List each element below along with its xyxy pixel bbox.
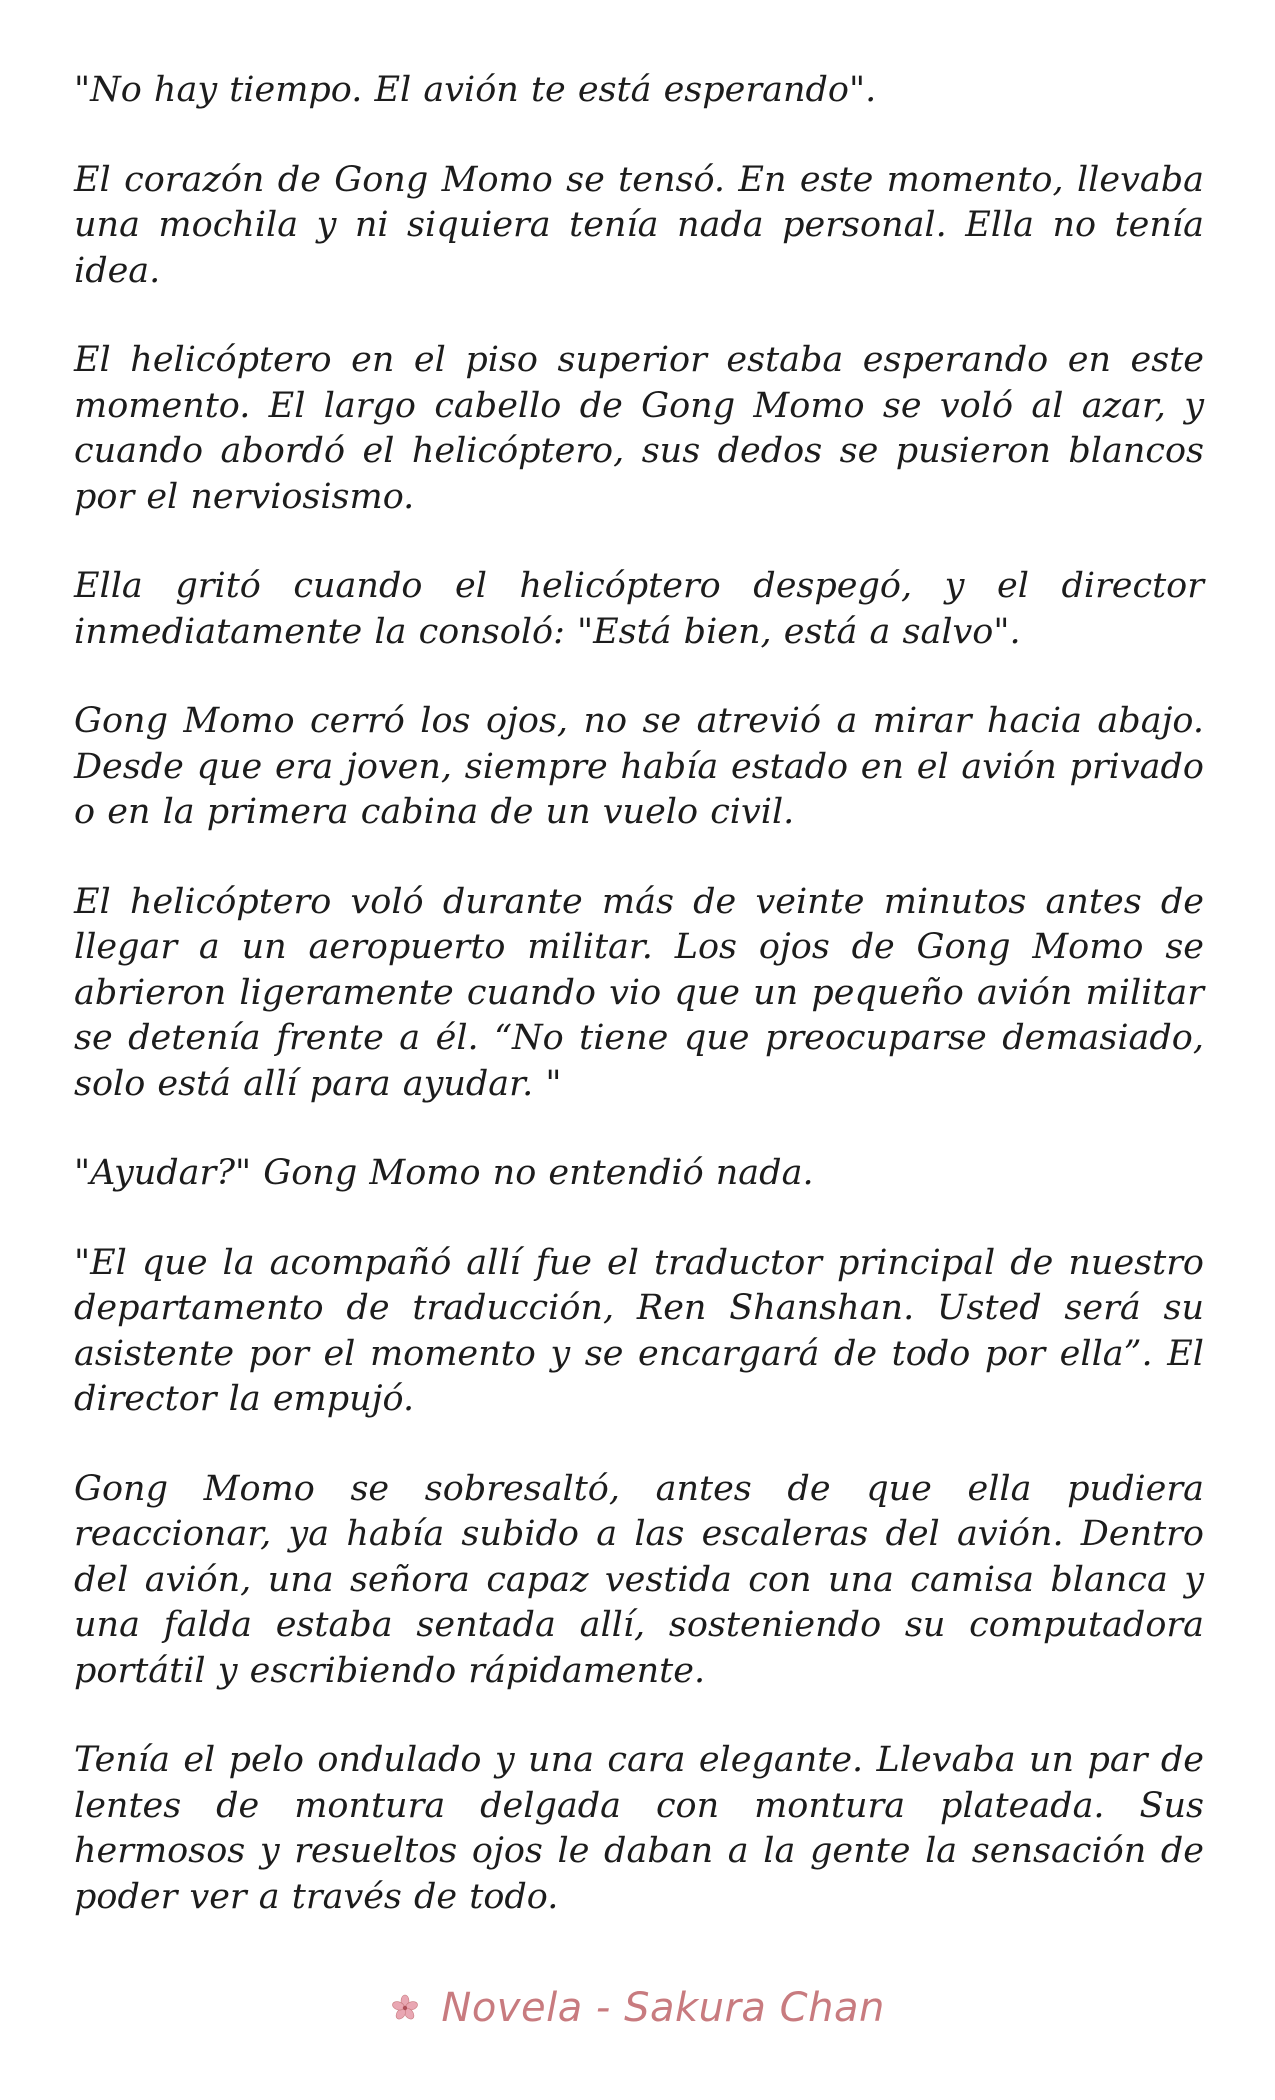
paragraph: Ella gritó cuando el helicóptero despegó, y el director inmediatamente la consoló: "Está bien, está a salvo".	[74, 566, 1204, 652]
paragraph: "El que la acompañó allí fue el traductor principal de nuestro departamento de traducción, Ren Shanshan. Usted será su asistente por el momento y se encargará de todo por ella”. El director la empujó.	[74, 1242, 1204, 1419]
paragraph: El helicóptero voló durante más de veinte minutos antes de llegar a un aeropuerto militar. Los ojos de Gong Momo se abrieron ligeramente cuando vio que un pequeño avión militar se detenía frente a él. “No tiene que preocuparse demasiado, solo está allí para ayudar. "	[74, 881, 1204, 1104]
paragraph: El corazón de Gong Momo se tensó. En este momento, llevaba una mochila y ni siquiera tenía nada personal. Ella no tenía idea.	[74, 159, 1204, 291]
watermark-text: Novela - Sakura Chan	[441, 1985, 885, 2031]
paragraph: Gong Momo cerró los ojos, no se atrevió a mirar hacia abajo. Desde que era joven, siempre había estado en el avión privado o en la primera cabina de un vuelo civil.	[74, 701, 1204, 832]
paragraph: Tenía el pelo ondulado y una cara elegante. Llevaba un par de lentes de montura delgada con montura plateada. Sus hermosos y resueltos ojos le daban a la gente la sensación de poder ver a través de todo.	[74, 1740, 1204, 1917]
paragraph: Gong Momo se sobresaltó, antes de que ella pudiera reaccionar, ya había subido a las escaleras del avión. Dentro del avión, una señora capaz vestida con una camisa blanca y una falda estaba sentada allí, sosteniendo su computadora portátil y escribiendo rápidamente.	[74, 1468, 1204, 1691]
paragraph: El helicóptero en el piso superior estaba esperando en este momento. El largo cabello de Gong Momo se voló al azar, y cuando abordó el helicóptero, sus dedos se pusieron blancos por el nerviosismo.	[74, 340, 1204, 517]
watermark	[0, 1985, 1275, 2033]
document-body	[74, 68, 1204, 1964]
sakura-flower-icon	[390, 1987, 420, 2033]
paragraph: "Ayudar?" Gong Momo no entendió nada.	[74, 1153, 814, 1193]
paragraph: "No hay tiempo. El avión te está esperando".	[74, 70, 877, 110]
